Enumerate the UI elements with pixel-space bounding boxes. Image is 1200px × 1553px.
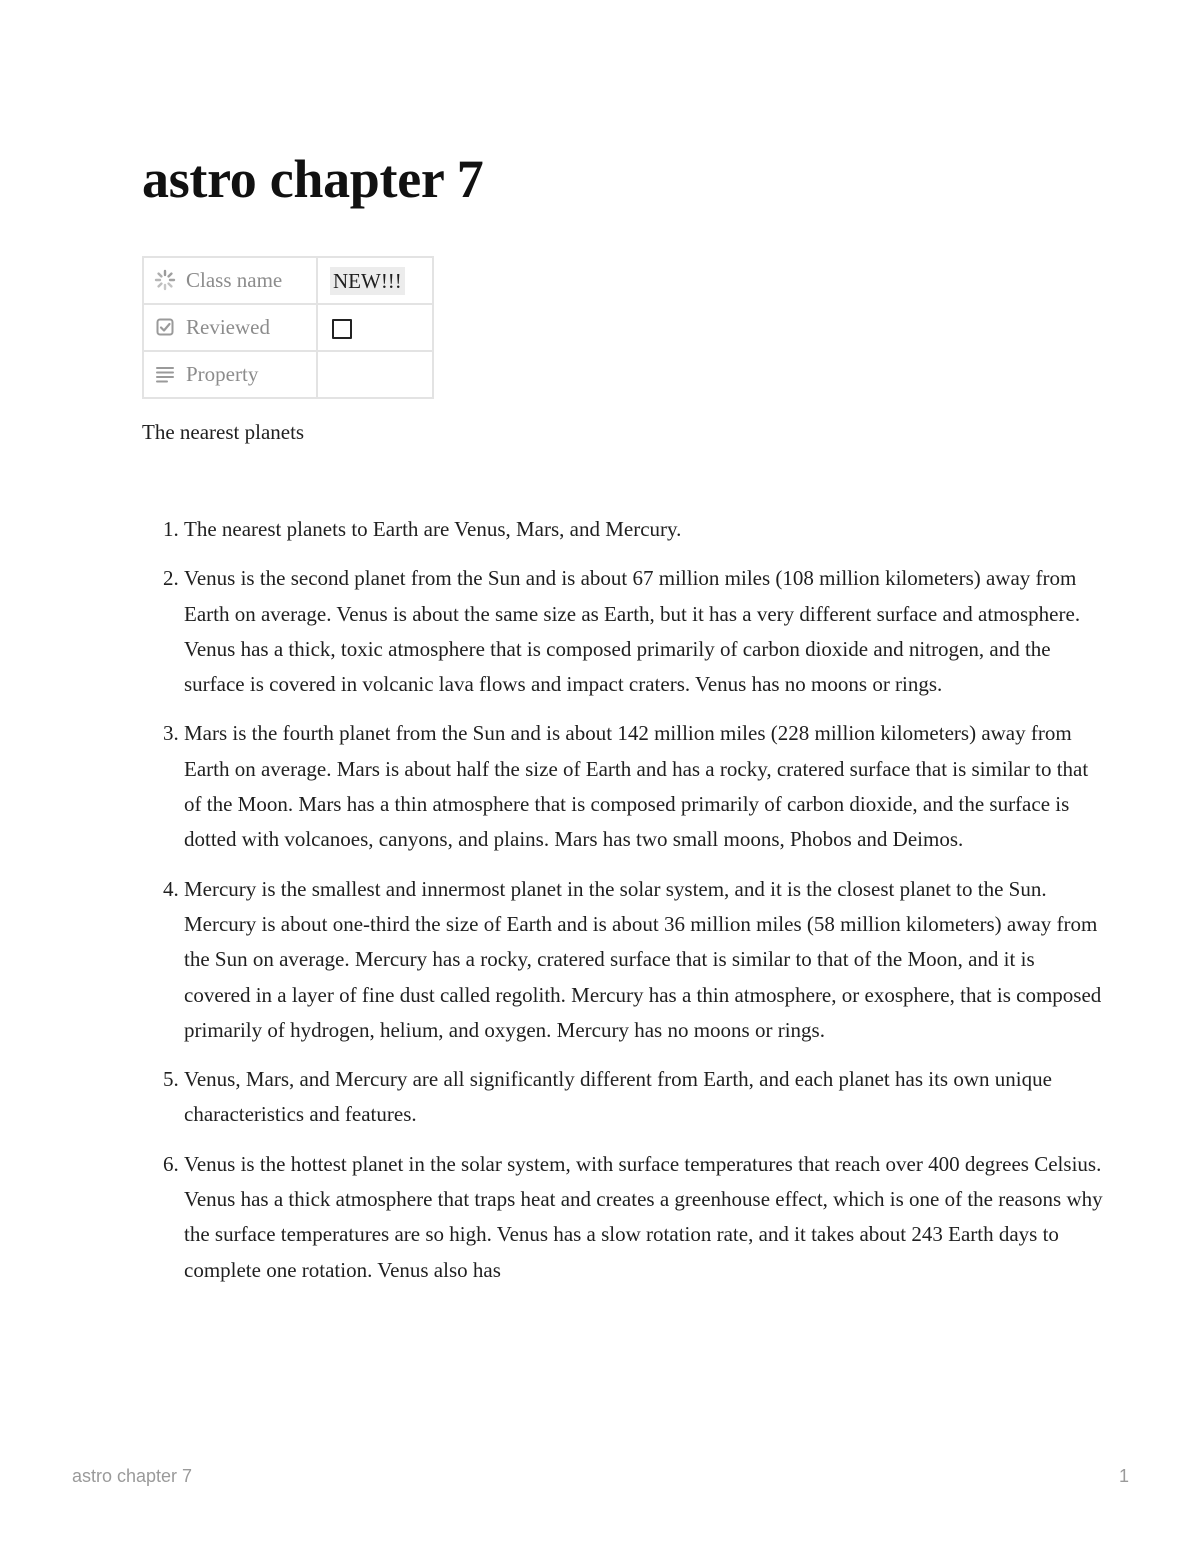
property-value-cell[interactable] — [317, 304, 433, 351]
property-row-class-name — [143, 257, 433, 304]
intro-paragraph: The nearest planets — [142, 420, 305, 444]
footer-page-number: 1 — [1118, 1466, 1129, 1486]
property-row-reviewed — [143, 304, 433, 351]
list-item: 2. Venus is the second planet from the Sun and is about 67 million miles (108 million kilometers) away from Earth on average. Venus is about the same size as Earth, but it has a very different surface and atmosphere. Venus has a thick, toxic atmosphere that is composed primarily of carbon dioxide and nitrogen, and the surface is covered in volcanic lava flows and impact craters. Venus has no moons or rings. — [184, 561, 1104, 702]
list-item: 6. Venus is the hottest planet in the solar system, with surface temperatures that reach over 400 degrees Celsius. Venus has a thick atmosphere that traps heat and creates a greenhouse effect, which is one of the reasons why the surface temperatures are so high. Venus has a slow rotation rate, and it takes about 243 Earth days to complete one rotation. Venus also has — [184, 1147, 1104, 1288]
property-value-cell[interactable] — [317, 257, 433, 304]
class-name-tag[interactable]: NEW!!! — [330, 267, 405, 295]
text-lines-icon — [154, 363, 176, 385]
list-item: 1. The nearest planets to Earth are Venus, Mars, and Mercury. — [184, 512, 1104, 547]
property-name: Reviewed — [186, 315, 270, 339]
property-label-cell[interactable] — [143, 304, 317, 351]
property-name: Class name — [186, 268, 283, 292]
properties-table — [142, 256, 434, 399]
footer-title: astro chapter 7 — [72, 1466, 193, 1486]
list-item: 4. Mercury is the smallest and innermost planet in the solar system, and it is the closest planet to the Sun. Mercury is about one-third the size of Earth and is about 36 million miles (58 million kilometers) away from the Sun on average. Mercury has a rocky, cratered surface that is similar to that of the Moon, and it is covered in a layer of fine dust called regolith. Mercury has a thin atmosphere, or exosphere, that is composed primarily of hydrogen, helium, and oxygen. Mercury has no moons or rings. — [184, 872, 1104, 1048]
checkbox-property-icon — [154, 316, 176, 338]
property-label-cell[interactable] — [143, 257, 317, 304]
list-item: 3. Mars is the fourth planet from the Sun and is about 142 million miles (228 million kilometers) away from Earth on average. Mars is about half the size of Earth and has a rocky, cratered surface that is similar to that of the Moon. Mars has a thin atmosphere that is composed primarily of carbon dioxide, and the surface is dotted with volcanoes, canyons, and plains. Mars has two small moons, Phobos and Deimos. — [184, 716, 1104, 857]
property-label-cell[interactable] — [143, 351, 317, 398]
property-name: Property — [186, 362, 259, 386]
loading-spinner-icon — [154, 269, 176, 291]
reviewed-checkbox[interactable] — [332, 319, 352, 339]
numbered-list — [142, 512, 1104, 1302]
property-value-cell[interactable] — [317, 351, 433, 398]
page-title: astro chapter 7 — [142, 149, 484, 209]
list-item: 5. Venus, Mars, and Mercury are all significantly different from Earth, and each planet has its own unique characteristics and features. — [184, 1062, 1104, 1133]
property-row-property — [143, 351, 433, 398]
